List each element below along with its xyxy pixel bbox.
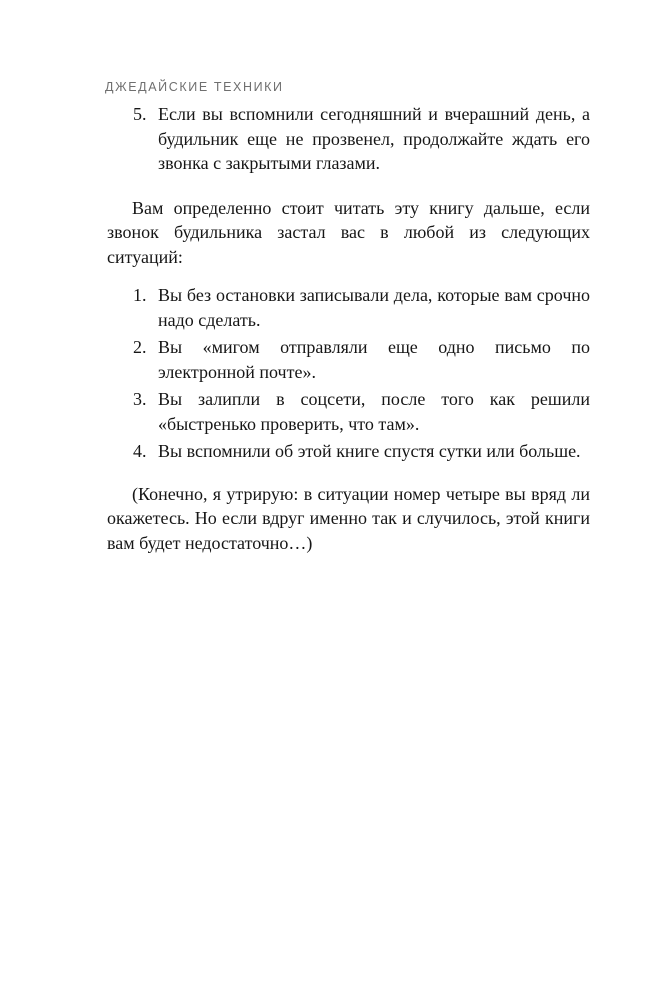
list-item	[107, 439, 590, 464]
list-item-number: 3.	[133, 389, 147, 409]
list-item-number: 4.	[133, 441, 147, 461]
list-item-number: 5.	[133, 104, 147, 124]
closing-paragraph: (Конечно, я утрирую: в ситуации номер четыре вы вряд ли окажетесь. Но если вдруг именно так и случилось, этой книги вам будет недостаточно…)	[107, 483, 590, 553]
page-content	[107, 102, 590, 555]
list-item-text: Вы «мигом отправляли еще одно письмо по электронной почте».	[158, 337, 590, 382]
situations-list	[107, 283, 590, 464]
list-item-number: 1.	[133, 285, 147, 305]
list-item-text: Если вы вспомнили сегодняшний и вчерашний день, а будильник еще не прозвенел, продолжайте ждать его звонка с закрытыми глазами.	[158, 104, 590, 173]
intro-paragraph: Вам определенно стоит читать эту книгу дальше, если звонок будильника застал вас в любой из следующих ситуаций:	[107, 197, 590, 267]
list-item-text: Вы залипли в соцсети, после того как решили «быстренько проверить, что там».	[158, 389, 590, 434]
list-item	[107, 102, 590, 176]
alarm-steps-list-continued	[107, 102, 590, 176]
running-header: ДЖЕДАЙСКИЕ ТЕХНИКИ	[105, 80, 284, 94]
list-item	[107, 283, 590, 332]
list-item-text: Вы без остановки записывали дела, которые вам срочно надо сделать.	[158, 285, 590, 330]
list-item	[107, 335, 590, 384]
list-item	[107, 387, 590, 436]
list-item-number: 2.	[133, 337, 147, 357]
list-item-text: Вы вспомнили об этой книге спустя сутки или больше.	[158, 441, 581, 461]
